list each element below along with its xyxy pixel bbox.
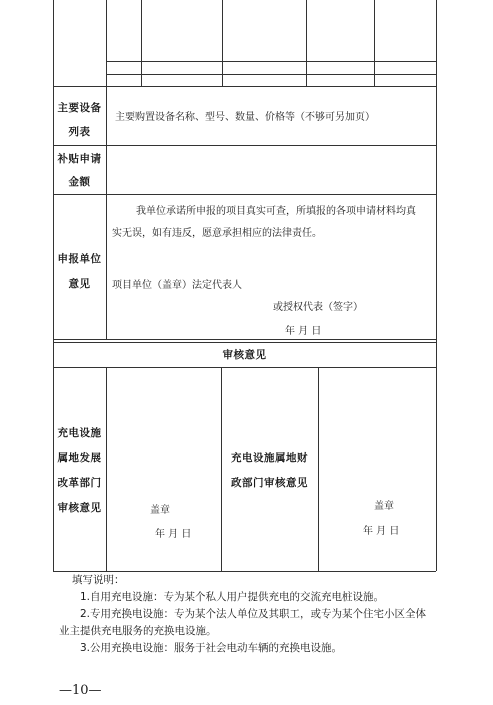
finance-label-line1: 充电设施属地财 xyxy=(231,452,308,464)
subsidy-label-line2: 金额 xyxy=(68,176,91,188)
equipment-description: 主要购置设备名称、型号、数量、价格等（不够可另加页） xyxy=(115,112,375,123)
table-bottom-border xyxy=(53,571,436,572)
review-column-divider-2 xyxy=(221,367,222,571)
applicant-date: 年 月 日 xyxy=(285,326,322,337)
row-line-equipment-top xyxy=(53,86,436,87)
subgrid-row-line-2 xyxy=(106,74,436,75)
label-column-divider xyxy=(106,0,107,339)
project-unit-line: 项目单位（盖章）法定代表人 xyxy=(112,280,242,291)
equipment-label-line1: 主要设备 xyxy=(57,102,102,114)
table-right-border xyxy=(436,0,437,571)
commitment-line-2: 实无误，如有违反，愿意承担相应的法律责任。 xyxy=(112,228,322,239)
subgrid-row-line-1 xyxy=(106,61,436,62)
row-line-review-header-top xyxy=(53,339,436,340)
notes-item-2-line1: 2.专用充换电设施：专为某个法人单位及其职工，或专为某个住宅小区全体 xyxy=(80,608,427,620)
dev-reform-label-line3: 改革部门 xyxy=(57,477,102,489)
commitment-line-1: 我单位承诺所申报的项目真实可查，所填报的各项申请材料均真 xyxy=(136,206,416,217)
row-line-subsidy-top xyxy=(53,145,436,146)
row-line-opinion-top xyxy=(53,194,436,195)
row-line-review-header-top-double xyxy=(53,342,436,343)
review-header: 审核意见 xyxy=(222,349,267,361)
finance-label-line2: 政部门审核意见 xyxy=(231,477,308,489)
notes-item-1: 1.自用充电设施：专为某个私人用户提供充电的交流充电桩设施。 xyxy=(80,591,385,603)
dev-reform-seal: 盖章 xyxy=(150,505,170,516)
finance-date: 年 月 日 xyxy=(363,526,400,537)
opinion-label-line1: 申报单位 xyxy=(57,253,102,265)
notes-title: 填写说明： xyxy=(72,574,125,586)
authorized-rep-line: 或授权代表（签字） xyxy=(273,302,363,313)
dev-reform-label-line2: 属地发展 xyxy=(57,452,102,464)
page-number: —10— xyxy=(59,683,102,698)
finance-seal: 盖章 xyxy=(374,501,394,512)
row-line-review-body-top xyxy=(53,367,436,368)
review-column-divider-1 xyxy=(106,367,107,571)
notes-item-2-line2: 业主提供充电服务的充换电设施。 xyxy=(59,625,217,637)
review-column-divider-3 xyxy=(318,367,319,571)
subsidy-label-line1: 补贴申请 xyxy=(57,153,102,165)
dev-reform-date: 年 月 日 xyxy=(155,529,192,540)
equipment-label-line2: 列表 xyxy=(68,126,91,138)
dev-reform-label-line1: 充电设施 xyxy=(57,427,102,439)
opinion-label-line2: 意见 xyxy=(68,278,91,290)
notes-item-3: 3.公用充换电设施：服务于社会电动车辆的充换电设施。 xyxy=(80,642,343,654)
dev-reform-label-line4: 审核意见 xyxy=(57,502,102,514)
